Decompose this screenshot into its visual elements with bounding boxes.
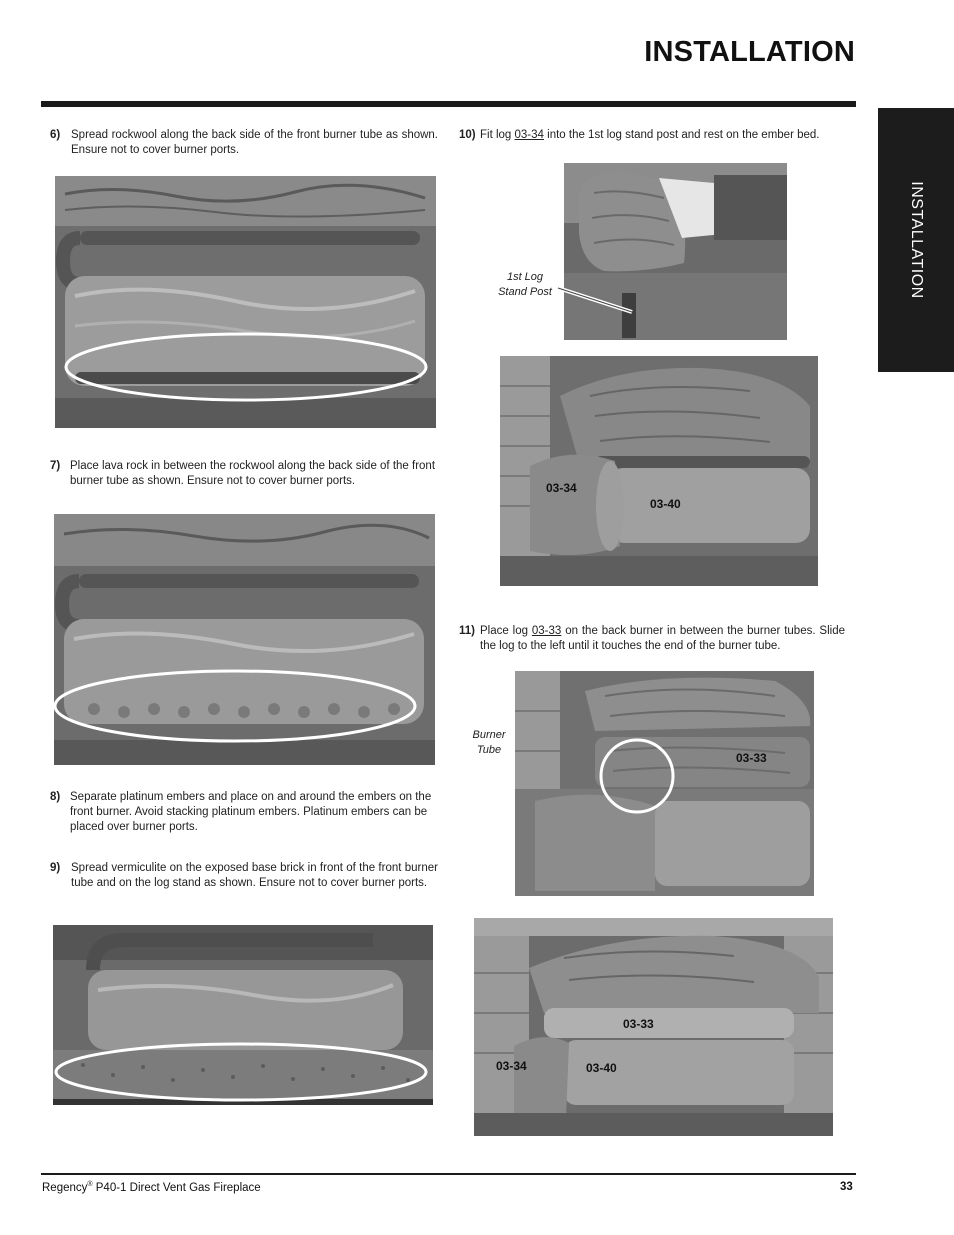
callout-burner-tube: Burner Tube [472, 729, 506, 756]
step-number: 11) [459, 625, 475, 637]
step-text: Spread vermiculite on the exposed base brick in front of the front burner tube and on the log stand as shown. Ensure not to cover burner ports. [71, 862, 438, 889]
photo-vermiculite [53, 925, 433, 1105]
page-number: 33 [840, 1181, 853, 1193]
step-10 [459, 128, 854, 143]
footer-rule [41, 1173, 856, 1175]
photo-rockwool [55, 176, 436, 428]
step-text: Separate platinum embers and place on and around the embers on the front burner. Avoid stacking platinum embers. Platinum embers can be placed over burner ports. [70, 791, 432, 833]
part-number-link: 03-33 [531, 625, 562, 637]
part-label: 03-34 [496, 1059, 527, 1073]
header-rule [41, 101, 856, 107]
step-number: 10) [459, 129, 476, 141]
step-number: 6) [50, 129, 61, 141]
step-number: 8) [50, 791, 61, 803]
callout-log-stand-post: 1st Log Stand Post [498, 271, 552, 298]
step-11 [459, 624, 845, 654]
step-text: Fit log 03-34 into the 1st log stand post and rest on the ember bed. [480, 129, 820, 141]
photo-lava-rock [54, 514, 435, 765]
step-8 [50, 790, 438, 835]
footer-product: Regency® P40-1 Direct Vent Gas Fireplace [42, 1181, 261, 1194]
step-text: Spread rockwool along the back side of the front burner tube as shown. Ensure not to cover burner ports. [71, 129, 438, 156]
step-text: Place lava rock in between the rockwool along the back side of the front burner tube as shown. Ensure not to cover burner ports. [70, 460, 436, 487]
callout-leader-line [556, 284, 636, 316]
step-text: Place log 03-33 on the back burner in between the burner tubes. Slide the log to the left until it touches the end of the burner tube. [480, 625, 845, 652]
step-9 [50, 861, 438, 891]
part-label: 03-40 [650, 497, 681, 511]
part-label: 03-40 [586, 1061, 617, 1075]
part-number-link: 03-34 [514, 129, 544, 141]
section-tab-label: INSTALLATION [908, 181, 925, 299]
page-title: INSTALLATION [644, 36, 855, 68]
step-number: 7) [50, 460, 61, 472]
step-number: 9) [50, 862, 61, 874]
part-label: 03-34 [546, 481, 577, 495]
step-7 [50, 459, 438, 489]
part-label: 03-33 [623, 1017, 654, 1031]
step-6 [50, 128, 438, 158]
photo-log-03-33-burner [515, 671, 814, 896]
section-tab [878, 108, 954, 372]
photo-log-03-34-placed [500, 356, 818, 586]
part-label: 03-33 [736, 751, 767, 765]
